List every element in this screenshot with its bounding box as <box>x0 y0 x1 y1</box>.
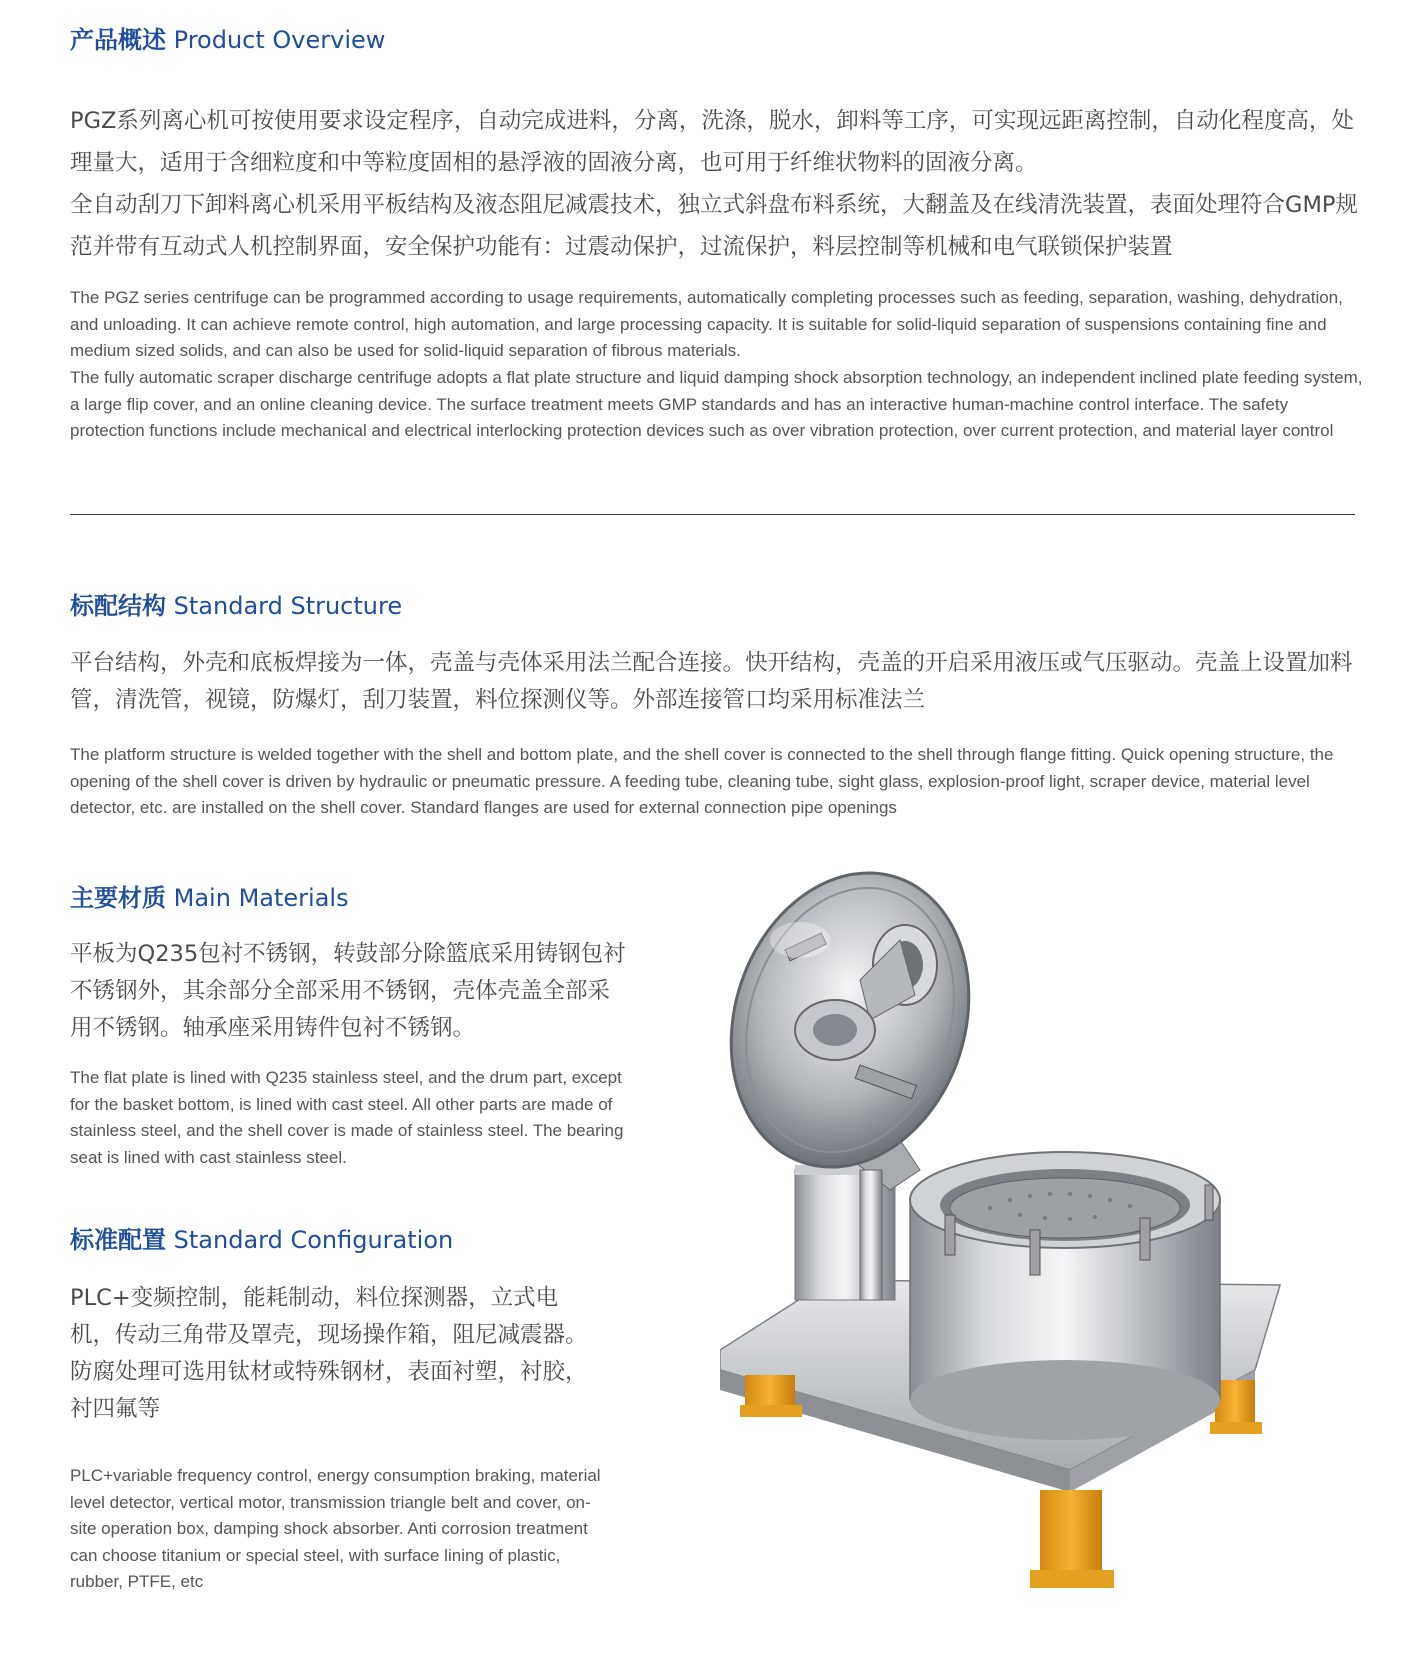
materials-paragraph-cn: 平板为Q235包衬不锈钢，转鼓部分除篮底采用铸钢包衬不锈钢外，其余部分全部采用不锈钢，壳体壳盖全部采用不锈钢。轴承座采用铸件包衬不锈钢。 <box>70 941 626 1041</box>
structure-paragraph-en: The platform structure is welded together with the shell and bottom plate, and the shell cover is connected to the shell through flange fitting. Quick opening structure, the opening of the shell cover is driven by hydraulic or pneumatic pressure. A feeding tube, cleaning tube, sight glass, explosion-proof light, scraper device, material level detector, etc. are installed on the shell cover. Standard flanges are used for external connection pipe openings <box>70 745 1334 818</box>
structure-heading <box>70 586 402 621</box>
configuration-paragraph-en: PLC+variable frequency control, energy consumption braking, material level detector, vertical motor, transmission triangle belt and cover, on-site operation box, damping shock absorber. Anti corrosion treatment can choose titanium or special steel, with surface lining of plastic, rubber, PTFE, etc <box>70 1466 601 1592</box>
materials-heading <box>70 878 349 913</box>
overview-paragraph-en-1: The PGZ series centrifuge can be programmed according to usage requirements, automatically completing processes such as feeding, separation, washing, dehydration, and unloading. It can achieve remote control, high automation, and large processing capacity. It is suitable for solid-liquid separation of suspensions containing fine and medium sized solids, and can also be used for solid-liquid separation of fibrous materials. <box>70 288 1343 361</box>
configuration-heading-cn: 标准配置 <box>70 1226 166 1254</box>
overview-paragraph-cn-1: PGZ系列离心机可按使用要求设定程序，自动完成进料，分离，洗涤，脱水，卸料等工序，可实现远距离控制，自动化程度高，处理量大，适用于含细粒度和中等粒度固相的悬浮液的固液分离，也可用于纤维状物料的固液分离。 <box>70 108 1354 176</box>
structure-heading-cn: 标配结构 <box>70 592 166 620</box>
overview-heading <box>70 20 385 55</box>
materials-heading-en: Main Materials <box>173 884 349 912</box>
centrifuge-machine-image <box>720 870 1320 1630</box>
materials-heading-cn: 主要材质 <box>70 884 166 912</box>
overview-heading-en: Product Overview <box>173 26 386 54</box>
structure-heading-en: Standard Structure <box>173 592 403 620</box>
configuration-heading <box>70 1220 453 1255</box>
configuration-heading-en: Standard Configuration <box>173 1226 454 1254</box>
overview-paragraph-en-2: The fully automatic scraper discharge centrifuge adopts a flat plate structure and liquid damping shock absorption technology, an independent inclined plate feeding system, a large flip cover, and an online cleaning device. The surface treatment meets GMP standards and has an interactive human-machine control interface. The safety protection functions include mechanical and electrical interlocking protection devices such as over vibration protection, over current protection, and material layer control <box>70 368 1363 441</box>
materials-paragraph-en: The flat plate is lined with Q235 stainless steel, and the drum part, except for the basket bottom, is lined with cast steel. All other parts are made of stainless steel, and the shell cover is made of stainless steel. The bearing seat is lined with cast stainless steel. <box>70 1068 624 1167</box>
section-divider <box>70 514 1355 515</box>
overview-heading-cn: 产品概述 <box>70 26 166 54</box>
overview-paragraph-cn-2: 全自动刮刀下卸料离心机采用平板结构及液态阻尼减震技术，独立式斜盘布料系统，大翻盖及在线清洗装置，表面处理符合GMP规范并带有互动式人机控制界面，安全保护功能有：过震动保护，过流保护，料层控制等机械和电气联锁保护装置 <box>70 192 1358 260</box>
configuration-paragraph-cn: PLC+变频控制，能耗制动，料位探测器，立式电机，传动三角带及罩壳，现场操作箱，阻尼减震器。防腐处理可选用钛材或特殊钢材，表面衬塑，衬胶，衬四氟等 <box>70 1285 588 1422</box>
structure-paragraph-cn: 平台结构，外壳和底板焊接为一体，壳盖与壳体采用法兰配合连接。快开结构，壳盖的开启采用液压或气压驱动。壳盖上设置加料管，清洗管，视镜，防爆灯，刮刀装置，料位探测仪等。外部连接管口均采用标准法兰 <box>70 650 1353 713</box>
